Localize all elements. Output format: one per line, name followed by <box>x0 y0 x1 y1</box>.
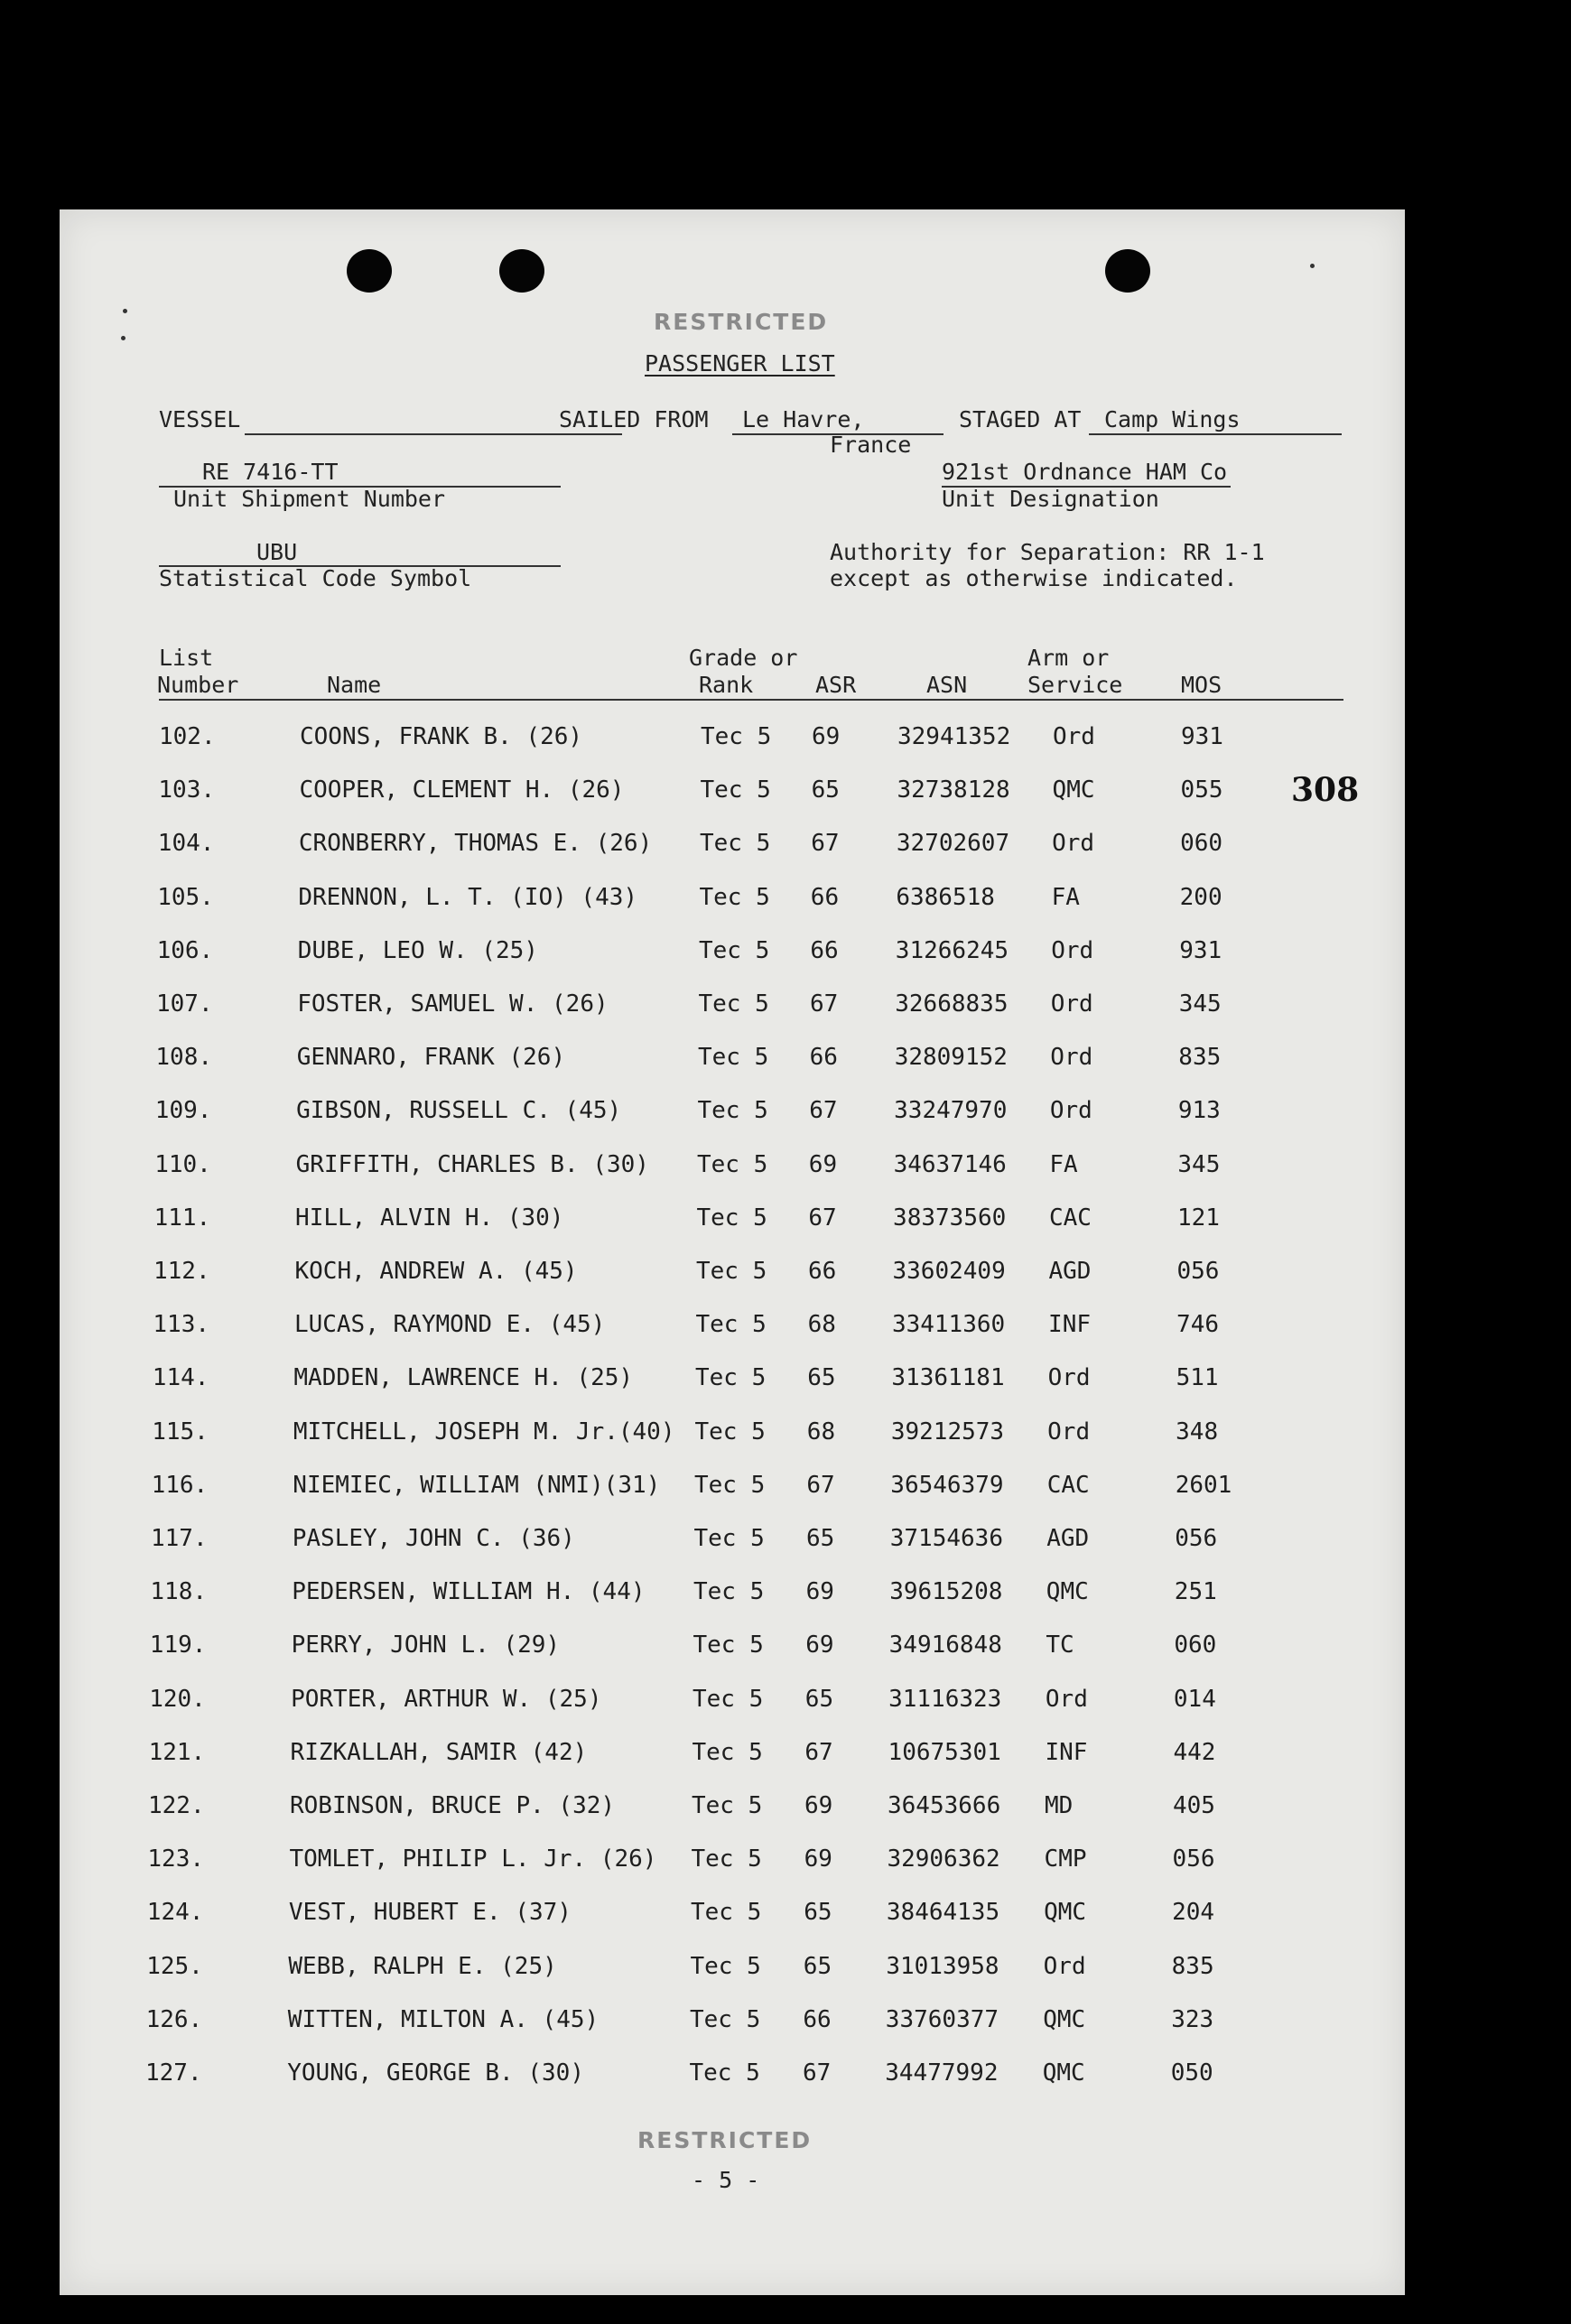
asn-cell: 38464135 <box>886 1899 1000 1927</box>
arm-cell: INF <box>1045 1738 1088 1766</box>
name-cell: YOUNG, GEORGE B. (30) <box>287 2059 584 2087</box>
list-number-cell: 108. <box>155 1044 213 1072</box>
table-row <box>60 1791 1405 1827</box>
table-row <box>60 883 1405 919</box>
list-number-cell: 114. <box>152 1364 209 1392</box>
name-cell: MITCHELL, JOSEPH M. Jr.(40) <box>293 1418 675 1446</box>
mos-cell: 2601 <box>1175 1471 1232 1499</box>
mos-cell: 511 <box>1176 1364 1219 1392</box>
list-number-cell: 127. <box>145 2059 202 2087</box>
asn-cell: 34916848 <box>888 1631 1002 1659</box>
mos-cell: 121 <box>1176 1204 1220 1232</box>
mos-cell: 323 <box>1171 2005 1214 2033</box>
arm-cell: QMC <box>1043 2005 1086 2033</box>
name-cell: DRENNON, L. T. (IO) (43) <box>298 883 638 911</box>
unit-shipment-label: Unit Shipment Number <box>173 486 446 512</box>
col-grade-1: Grade or <box>689 645 798 671</box>
list-number-cell: 106. <box>156 936 214 964</box>
asr-cell: 67 <box>808 1204 837 1232</box>
asn-cell: 32809152 <box>894 1044 1008 1072</box>
name-cell: NIEMIEC, WILLIAM (NMI)(31) <box>293 1471 661 1499</box>
restricted-stamp-top: RESTRICTED <box>654 309 829 335</box>
asr-cell: 67 <box>804 1738 833 1766</box>
asr-cell: 67 <box>806 1471 835 1499</box>
asn-cell: 39212573 <box>890 1418 1005 1446</box>
arm-cell: TC <box>1046 1631 1074 1659</box>
asn-cell: 33247970 <box>894 1097 1008 1125</box>
page-title: PASSENGER LIST <box>645 350 835 376</box>
arm-cell: Ord <box>1049 1097 1092 1125</box>
name-cell: ROBINSON, BRUCE P. (32) <box>290 1792 616 1819</box>
grade-cell: Tec 5 <box>700 776 771 804</box>
name-cell: KOCH, ANDREW A. (45) <box>294 1258 578 1285</box>
col-list-number-2: Number <box>157 672 239 698</box>
name-cell: LUCAS, RAYMOND E. (45) <box>293 1311 606 1339</box>
asr-cell: 69 <box>805 1578 834 1606</box>
list-number-cell: 104. <box>157 830 215 858</box>
name-cell: TOMLET, PHILIP L. Jr. (26) <box>289 1845 657 1873</box>
page-number: - 5 - <box>692 2167 760 2193</box>
name-cell: PASLEY, JOHN C. (36) <box>292 1525 575 1552</box>
name-cell: VEST, HUBERT E. (37) <box>288 1899 572 1927</box>
arm-cell: MD <box>1045 1792 1074 1819</box>
asr-cell: 67 <box>810 990 839 1018</box>
name-cell: CRONBERRY, THOMAS E. (26) <box>298 830 653 858</box>
table-row <box>60 1524 1405 1560</box>
name-cell: GIBSON, RUSSELL C. (45) <box>296 1097 622 1125</box>
grade-cell: Tec 5 <box>693 1685 764 1713</box>
grade-cell: Tec 5 <box>695 1364 767 1392</box>
arm-cell: FA <box>1051 883 1080 911</box>
table-row <box>60 990 1405 1026</box>
speck <box>121 336 125 340</box>
list-number-cell: 111. <box>153 1204 211 1232</box>
mos-cell: 931 <box>1179 936 1222 964</box>
grade-cell: Tec 5 <box>690 2005 761 2033</box>
asr-cell: 69 <box>808 1150 838 1178</box>
list-number-cell: 120. <box>149 1685 206 1713</box>
name-cell: WEBB, RALPH E. (25) <box>288 1952 557 1980</box>
list-number-cell: 126. <box>145 2005 203 2033</box>
list-number-cell: 115. <box>152 1418 209 1446</box>
list-number-cell: 123. <box>147 1845 205 1873</box>
asr-cell: 69 <box>805 1631 834 1659</box>
grade-cell: Tec 5 <box>693 1631 764 1659</box>
asr-cell: 65 <box>804 1685 834 1713</box>
asr-cell: 68 <box>807 1311 836 1339</box>
list-number-cell: 109. <box>154 1097 212 1125</box>
name-cell: FOSTER, SAMUEL W. (26) <box>297 990 609 1018</box>
asn-cell: 31266245 <box>895 936 1009 964</box>
mos-cell: 204 <box>1172 1899 1215 1927</box>
col-grade-2: Rank <box>699 672 754 698</box>
staged-at-value: Camp Wings <box>1104 406 1241 432</box>
table-row <box>60 1685 1405 1721</box>
name-cell: PERRY, JOHN L. (29) <box>291 1631 561 1659</box>
grade-cell: Tec 5 <box>691 1845 762 1873</box>
arm-cell: Ord <box>1050 1044 1093 1072</box>
name-cell: MADDEN, LAWRENCE H. (25) <box>293 1364 634 1392</box>
arm-cell: AGD <box>1048 1258 1092 1285</box>
table-row <box>60 1898 1405 1934</box>
arm-cell: Ord <box>1045 1685 1088 1713</box>
mos-cell: 200 <box>1179 883 1222 911</box>
list-number-cell: 119. <box>149 1631 207 1659</box>
asr-cell: 69 <box>812 723 841 750</box>
table-row <box>60 1150 1405 1186</box>
asn-cell: 6386518 <box>896 883 995 911</box>
unit-shipment-number: RE 7416-TT <box>202 459 339 485</box>
table-row <box>60 1043 1405 1079</box>
arm-cell: Ord <box>1047 1364 1091 1392</box>
col-arm-1: Arm or <box>1027 645 1110 671</box>
sailed-from-value: Le Havre, <box>742 406 865 432</box>
name-cell: HILL, ALVIN H. (30) <box>295 1204 564 1232</box>
col-mos: MOS <box>1181 672 1222 698</box>
table-row <box>60 1363 1405 1399</box>
unit-designation: 921st Ordnance HAM Co <box>942 459 1228 485</box>
asn-cell: 31013958 <box>886 1952 999 1980</box>
arm-cell: INF <box>1048 1311 1092 1339</box>
asr-cell: 66 <box>810 883 840 911</box>
list-number-cell: 117. <box>151 1525 208 1552</box>
asn-cell: 34637146 <box>893 1150 1007 1178</box>
col-arm-2: Service <box>1027 672 1123 698</box>
arm-cell: QMC <box>1052 776 1095 804</box>
asn-cell: 32738128 <box>897 776 1010 804</box>
mos-cell: 835 <box>1171 1952 1214 1980</box>
mos-cell: 056 <box>1176 1258 1220 1285</box>
mos-cell: 056 <box>1172 1845 1215 1873</box>
list-number-cell: 121. <box>148 1738 206 1766</box>
list-number-cell: 122. <box>148 1792 205 1819</box>
arm-cell: QMC <box>1044 1899 1087 1927</box>
grade-cell: Tec 5 <box>689 2059 760 2087</box>
asr-cell: 67 <box>809 1097 838 1125</box>
mos-cell: 835 <box>1178 1044 1222 1072</box>
grade-cell: Tec 5 <box>692 1738 763 1766</box>
table-row <box>60 1577 1405 1613</box>
mos-cell: 251 <box>1174 1578 1217 1606</box>
sailed-from-value-country: France <box>830 432 912 458</box>
grade-cell: Tec 5 <box>693 1525 765 1552</box>
authority-line-2: except as otherwise indicated. <box>830 565 1238 591</box>
asn-cell: 38373560 <box>893 1204 1007 1232</box>
header-underline <box>159 699 1343 701</box>
margin-note: 308 <box>1291 771 1360 809</box>
staged-at-label: STAGED AT <box>959 406 1082 432</box>
table-row <box>60 1204 1405 1240</box>
grade-cell: Tec 5 <box>694 1471 766 1499</box>
grade-cell: Tec 5 <box>697 1097 768 1125</box>
name-cell: DUBE, LEO W. (25) <box>297 936 538 964</box>
list-number-cell: 125. <box>146 1952 203 1980</box>
punch-hole-1 <box>347 249 392 293</box>
mos-cell: 345 <box>1177 1150 1221 1178</box>
mos-cell: 405 <box>1173 1792 1215 1819</box>
arm-cell: CMP <box>1044 1845 1087 1873</box>
col-name: Name <box>327 672 382 698</box>
list-number-cell: 107. <box>156 990 213 1018</box>
grade-cell: Tec 5 <box>696 1258 767 1285</box>
name-cell: GENNARO, FRANK (26) <box>296 1044 566 1072</box>
table-row <box>60 1631 1405 1667</box>
asn-cell: 36453666 <box>888 1792 1001 1819</box>
asn-cell: 39615208 <box>889 1578 1003 1606</box>
mos-cell: 931 <box>1181 723 1223 750</box>
table-row <box>60 1096 1405 1132</box>
restricted-stamp-bottom: RESTRICTED <box>637 2127 813 2153</box>
authority-line-1: Authority for Separation: RR 1-1 <box>830 539 1265 565</box>
grade-cell: Tec 5 <box>698 1044 769 1072</box>
grade-cell: Tec 5 <box>699 936 770 964</box>
table-row <box>60 1257 1405 1293</box>
arm-cell: CAC <box>1046 1471 1090 1499</box>
asn-cell: 33411360 <box>891 1311 1006 1339</box>
arm-cell: CAC <box>1048 1204 1092 1232</box>
asr-cell: 68 <box>806 1418 836 1446</box>
list-number-cell: 105. <box>157 883 214 911</box>
mos-cell: 060 <box>1180 830 1223 858</box>
mos-cell: 746 <box>1176 1311 1220 1339</box>
mos-cell: 060 <box>1174 1631 1217 1659</box>
asr-cell: 65 <box>811 776 840 804</box>
arm-cell: Ord <box>1051 936 1094 964</box>
name-cell: COOPER, CLEMENT H. (26) <box>299 776 625 804</box>
name-cell: COONS, FRANK B. (26) <box>300 723 583 750</box>
arm-cell: Ord <box>1053 723 1095 750</box>
list-number-cell: 116. <box>151 1471 209 1499</box>
asn-cell: 32906362 <box>887 1845 1000 1873</box>
arm-cell: Ord <box>1043 1952 1086 1980</box>
document-page <box>60 209 1405 2295</box>
asn-cell: 37154636 <box>889 1525 1003 1552</box>
arm-cell: QMC <box>1046 1578 1089 1606</box>
asn-cell: 33602409 <box>892 1258 1006 1285</box>
asn-cell: 10675301 <box>888 1738 1001 1766</box>
asn-cell: 32941352 <box>897 723 1011 750</box>
staged-at-underline <box>1089 433 1342 435</box>
asr-cell: 65 <box>807 1364 836 1392</box>
grade-cell: Tec 5 <box>697 1150 768 1178</box>
arm-cell: FA <box>1049 1150 1078 1178</box>
list-number-cell: 103. <box>158 776 216 804</box>
asn-cell: 33760377 <box>885 2005 999 2033</box>
name-cell: GRIFFITH, CHARLES B. (30) <box>295 1150 649 1178</box>
name-cell: WITTEN, MILTON A. (45) <box>287 2005 600 2033</box>
table-row <box>60 829 1405 865</box>
asr-cell: 69 <box>804 1845 832 1873</box>
arm-cell: Ord <box>1052 830 1095 858</box>
asr-cell: 67 <box>803 2059 832 2087</box>
arm-cell: AGD <box>1046 1525 1090 1552</box>
punch-hole-2 <box>499 249 544 293</box>
mos-cell: 050 <box>1170 2059 1213 2087</box>
grade-cell: Tec 5 <box>692 1792 763 1819</box>
asr-cell: 67 <box>811 830 840 858</box>
name-cell: PORTER, ARTHUR W. (25) <box>291 1685 602 1713</box>
asn-cell: 31361181 <box>891 1364 1005 1392</box>
list-number-cell: 112. <box>153 1258 210 1285</box>
asr-cell: 65 <box>804 1899 832 1927</box>
arm-cell: Ord <box>1050 990 1093 1018</box>
table-row <box>60 2059 1405 2095</box>
arm-cell: Ord <box>1047 1418 1091 1446</box>
vessel-underline <box>245 433 622 435</box>
vessel-label: VESSEL <box>159 406 241 432</box>
grade-cell: Tec 5 <box>701 723 772 750</box>
grade-cell: Tec 5 <box>696 1204 767 1232</box>
mos-cell: 055 <box>1180 776 1223 804</box>
statistical-code: UBU <box>256 539 298 565</box>
table-row <box>60 1418 1405 1454</box>
table-row <box>60 936 1405 972</box>
table-row <box>60 1845 1405 1881</box>
col-list-number-1: List <box>159 645 214 671</box>
mos-cell: 348 <box>1176 1418 1219 1446</box>
arm-cell: QMC <box>1042 2059 1085 2087</box>
sailed-from-label: SAILED FROM <box>559 406 709 432</box>
list-number-cell: 110. <box>154 1150 211 1178</box>
asr-cell: 66 <box>810 936 839 964</box>
grade-cell: Tec 5 <box>695 1311 767 1339</box>
grade-cell: Tec 5 <box>700 830 771 858</box>
table-row <box>60 1952 1405 1988</box>
list-number-cell: 124. <box>146 1899 204 1927</box>
list-number-cell: 118. <box>150 1578 208 1606</box>
name-cell: RIZKALLAH, SAMIR (42) <box>290 1738 588 1766</box>
grade-cell: Tec 5 <box>691 1899 762 1927</box>
asn-cell: 32702607 <box>896 830 1010 858</box>
speck <box>1310 264 1315 268</box>
asr-cell: 66 <box>808 1258 837 1285</box>
asr-cell: 66 <box>809 1044 838 1072</box>
asn-cell: 32668835 <box>895 990 1009 1018</box>
statistical-code-label: Statistical Code Symbol <box>159 565 472 591</box>
list-number-cell: 102. <box>159 723 216 750</box>
table-row <box>60 2005 1405 2041</box>
asn-cell: 34477992 <box>885 2059 999 2087</box>
grade-cell: Tec 5 <box>698 990 769 1018</box>
table-row <box>60 1471 1405 1507</box>
punch-hole-3 <box>1105 249 1150 293</box>
mos-cell: 014 <box>1173 1685 1216 1713</box>
mos-cell: 056 <box>1175 1525 1218 1552</box>
unit-designation-label: Unit Designation <box>942 486 1159 512</box>
col-asr: ASR <box>815 672 857 698</box>
speck <box>123 309 127 313</box>
list-number-cell: 113. <box>153 1311 210 1339</box>
table-row <box>60 1738 1405 1774</box>
asr-cell: 66 <box>803 2005 832 2033</box>
col-asn: ASN <box>926 672 968 698</box>
table-row <box>60 722 1405 758</box>
grade-cell: Tec 5 <box>694 1418 766 1446</box>
asn-cell: 31116323 <box>888 1685 1002 1713</box>
table-row <box>60 776 1405 812</box>
table-row <box>60 1310 1405 1346</box>
asn-cell: 36546379 <box>890 1471 1004 1499</box>
mos-cell: 913 <box>1177 1097 1221 1125</box>
mos-cell: 442 <box>1173 1738 1216 1766</box>
mos-cell: 345 <box>1178 990 1222 1018</box>
asr-cell: 65 <box>806 1525 835 1552</box>
grade-cell: Tec 5 <box>690 1952 761 1980</box>
asr-cell: 65 <box>803 1952 832 1980</box>
grade-cell: Tec 5 <box>693 1578 765 1606</box>
grade-cell: Tec 5 <box>699 883 770 911</box>
asr-cell: 69 <box>804 1792 833 1819</box>
name-cell: PEDERSEN, WILLIAM H. (44) <box>292 1578 646 1606</box>
